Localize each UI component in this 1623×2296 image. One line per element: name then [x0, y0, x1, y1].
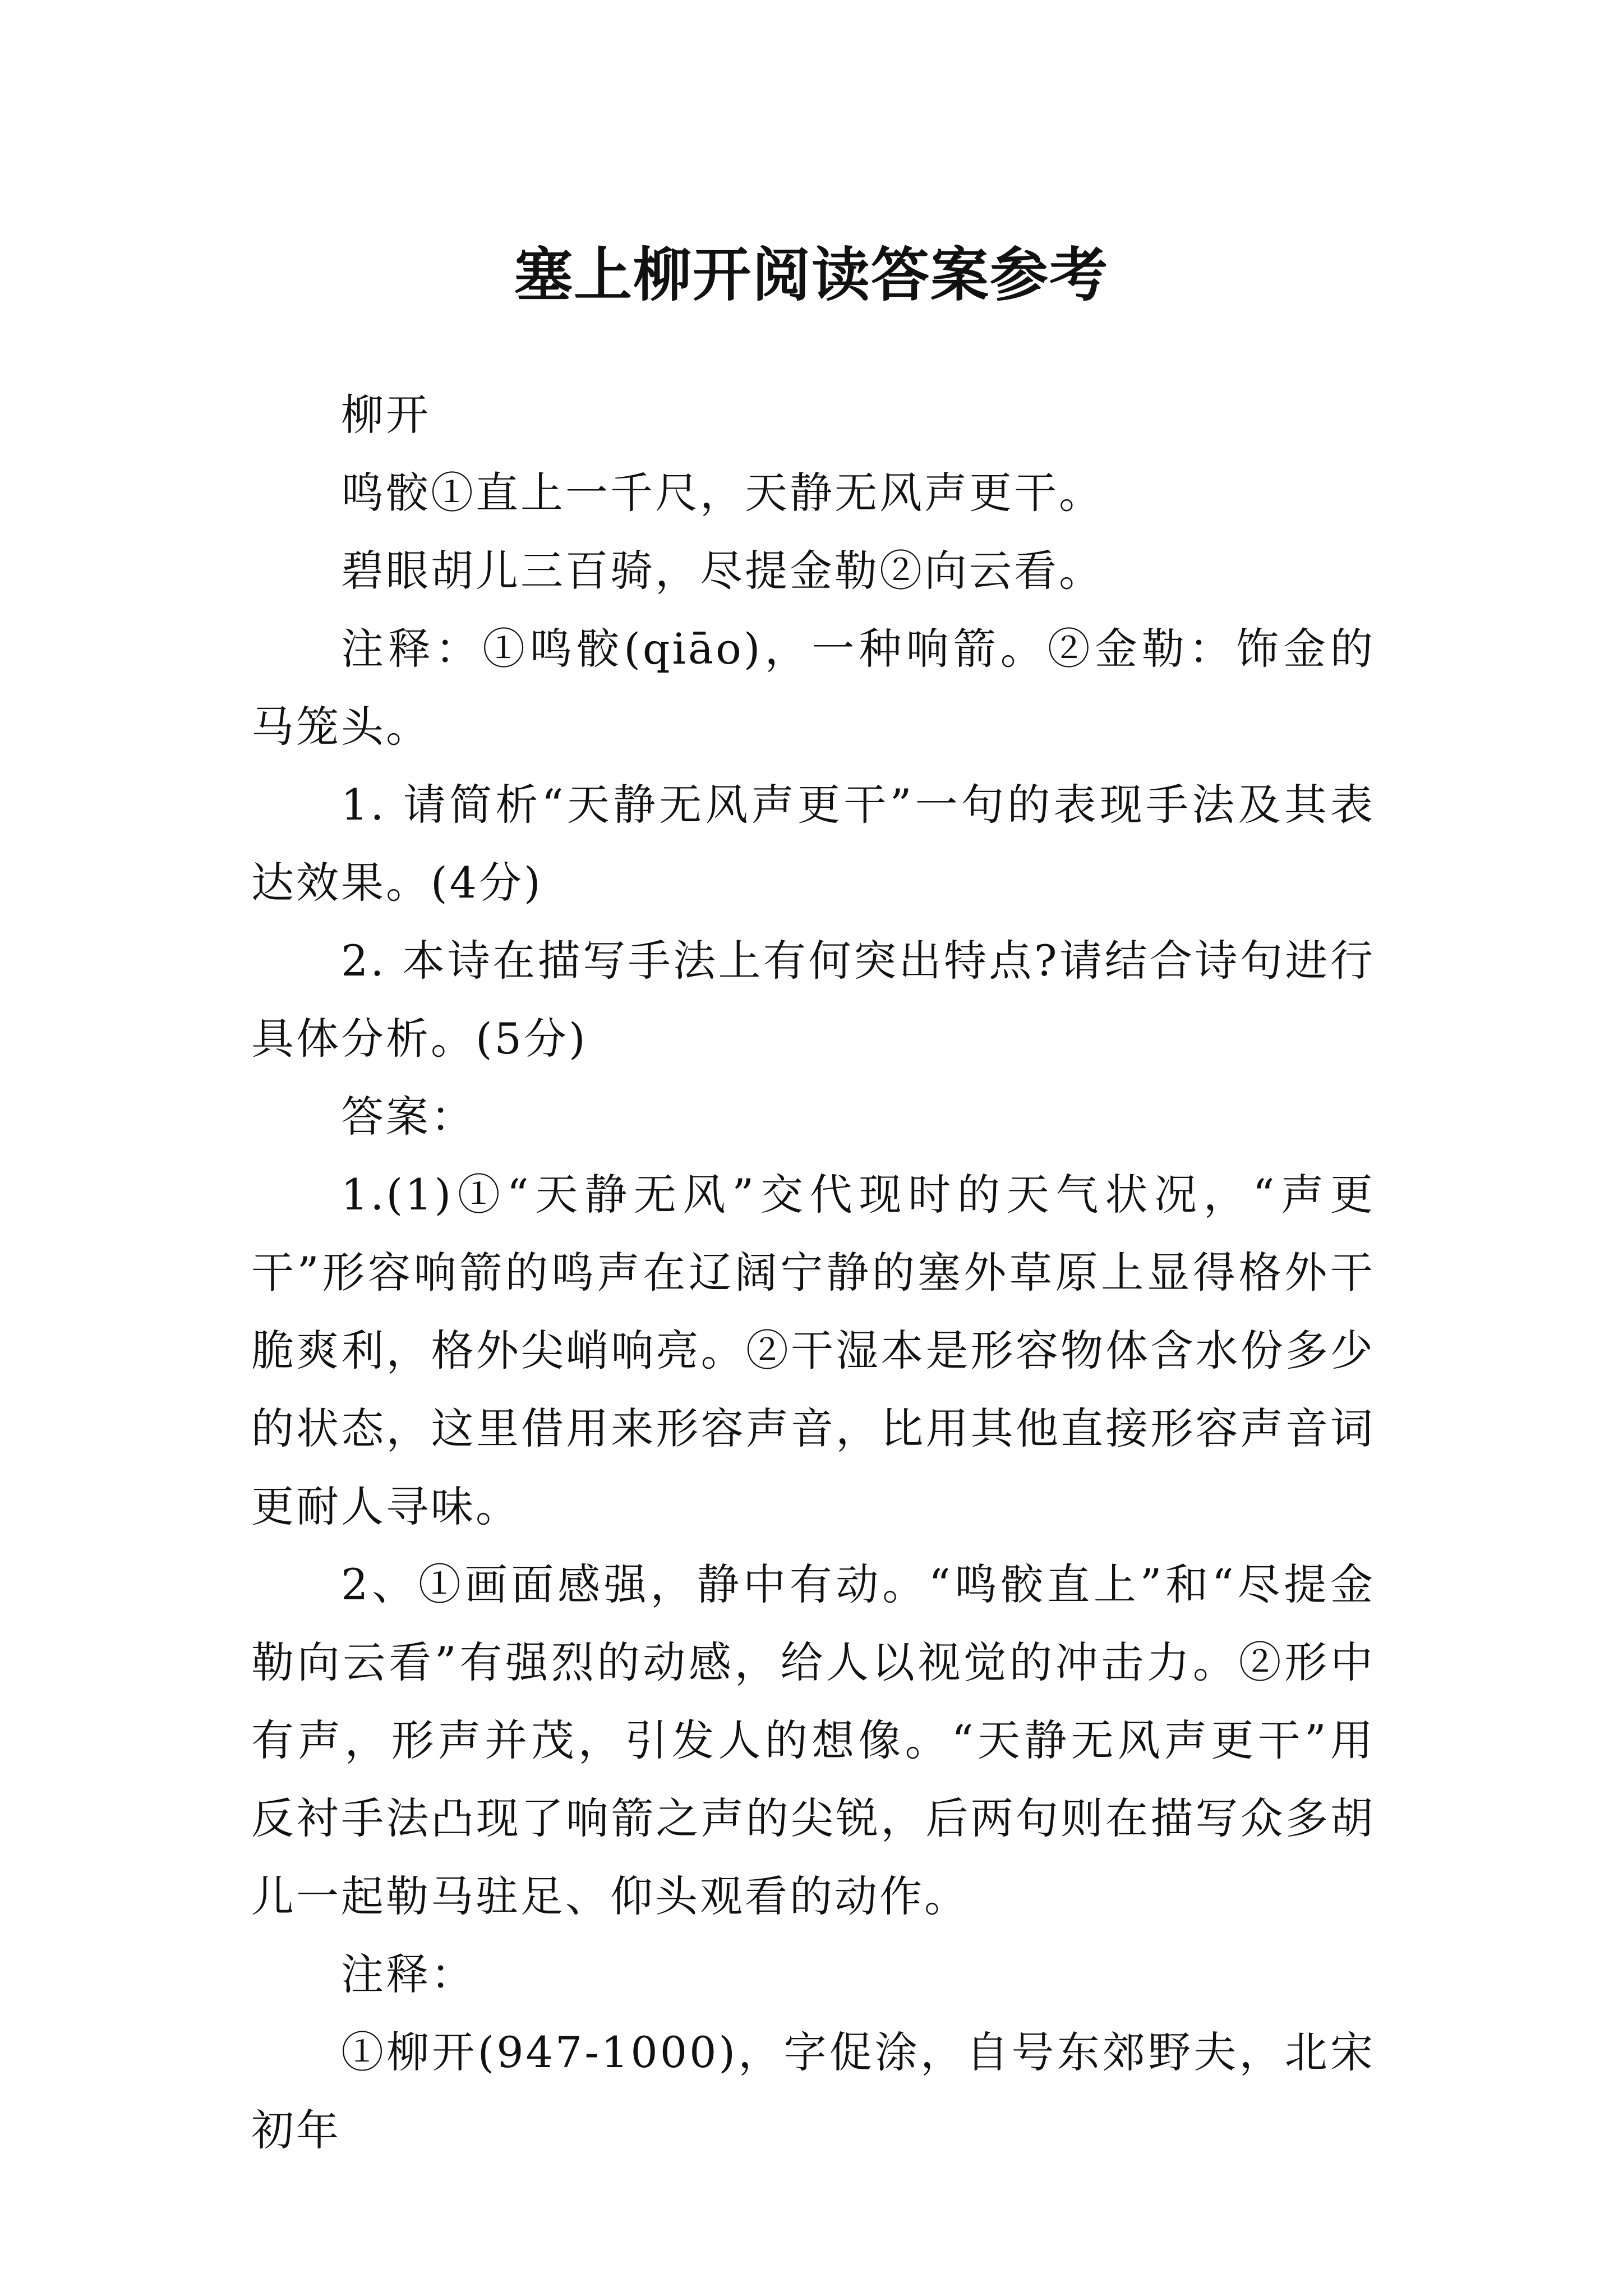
- answer-2: 2、①画面感强，静中有动。“鸣骹直上”和“尽提金勒向云看”有强烈的动感，给人以视觉的冲击力。②形中有声，形声并茂，引发人的想像。“天静无风声更干”用反衬手法凸现了响箭之声的尖锐，后两句则在描写众多胡儿一起勒马驻足、仰头观看的动作。: [251, 1559, 1375, 1921]
- poem-notes: 注释：①鸣骹(qiāo)，一种响箭。②金勒：饰金的马笼头。: [251, 624, 1375, 752]
- answer-heading: 答案：: [341, 1092, 476, 1142]
- question-1: 1. 请简析“天静无风声更干”一句的表现手法及其表达效果。(4分): [251, 780, 1375, 908]
- poem-line-2: 碧眼胡儿三百骑，尽提金勒②向云看。: [341, 546, 1104, 596]
- document-body: [251, 376, 1375, 2169]
- answer-1: 1.(1)①“天静无风”交代现时的天气状况，“声更干”形容响箭的鸣声在辽阔宁静的塞外草原上显得格外干脆爽利，格外尖峭响亮。②干湿本是形容物体含水份多少的状态，这里借用来形容声音，比用其他直接形容声音词更耐人寻味。: [251, 1170, 1375, 1531]
- document-title: 塞上柳开阅读答案参考: [514, 240, 1109, 309]
- question-2: 2. 本诗在描写手法上有何突出特点?请结合诗句进行具体分析。(5分): [251, 936, 1375, 1064]
- notes-heading: 注释：: [341, 1949, 476, 1999]
- author-line: 柳开: [341, 390, 431, 440]
- note-1: ①柳开(947-1000)，字促涂，自号东郊野夫，北宋初年: [251, 2027, 1375, 2155]
- poem-line-1: 鸣骹①直上一千尺，天静无风声更干。: [341, 468, 1104, 518]
